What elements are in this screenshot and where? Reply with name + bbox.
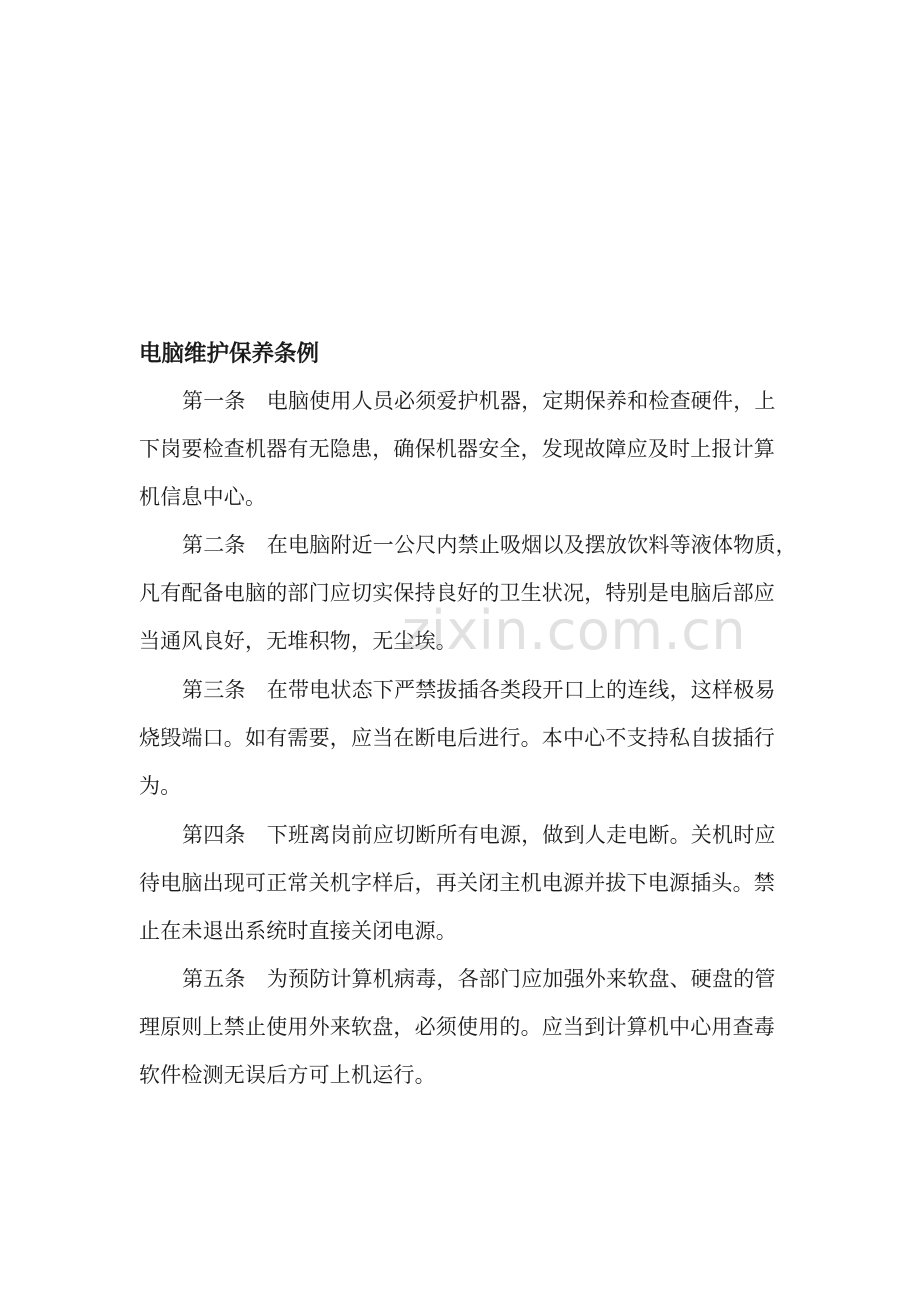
article-line: 第四条 下班离岗前应切断所有电源，做到人走电断。关机时应 — [182, 823, 776, 847]
article-line: 第三条 在带电状态下严禁拔插各类段开口上的连线，这样极易 — [182, 678, 776, 702]
article-line: 待电脑出现可正常关机字样后，再关闭主机电源并拔下电源插头。禁 — [139, 871, 775, 895]
article-line: 凡有配备电脑的部门应切实保持良好的卫生状况，特别是电脑后部应 — [139, 581, 775, 605]
article-line: 理原则上禁止使用外来软盘，必须使用的。应当到计算机中心用查毒 — [139, 1015, 775, 1039]
article-5 — [139, 955, 799, 1099]
article-line: 第一条 电脑使用人员必须爱护机器，定期保养和检查硬件，上 — [182, 389, 776, 413]
article-line: 软件检测无误后方可上机运行。 — [139, 1063, 436, 1087]
document-title: 电脑维护保养条例 — [139, 341, 320, 367]
article-line: 为。 — [139, 774, 182, 798]
article-line: 第五条 为预防计算机病毒，各部门应加强外来软盘、硬盘的管 — [182, 967, 776, 991]
article-2 — [139, 521, 799, 665]
article-4 — [139, 811, 799, 955]
article-line: 烧毁端口。如有需要，应当在断电后进行。本中心不支持私自拔插行 — [139, 726, 775, 750]
article-line: 机信息中心。 — [139, 485, 267, 509]
article-line: 第二条 在电脑附近一公尺内禁止吸烟以及摆放饮料等液体物质， — [182, 533, 797, 557]
article-3 — [139, 666, 799, 810]
article-line: 当通风良好，无堆积物，无尘埃。 — [139, 629, 457, 653]
article-line: 止在未退出系统时直接关闭电源。 — [139, 919, 457, 943]
watermark-text: zixin.com.cn — [402, 599, 747, 662]
article-1 — [139, 377, 799, 521]
article-line: 下岗要检查机器有无隐患，确保机器安全，发现故障应及时上报计算 — [139, 437, 775, 461]
